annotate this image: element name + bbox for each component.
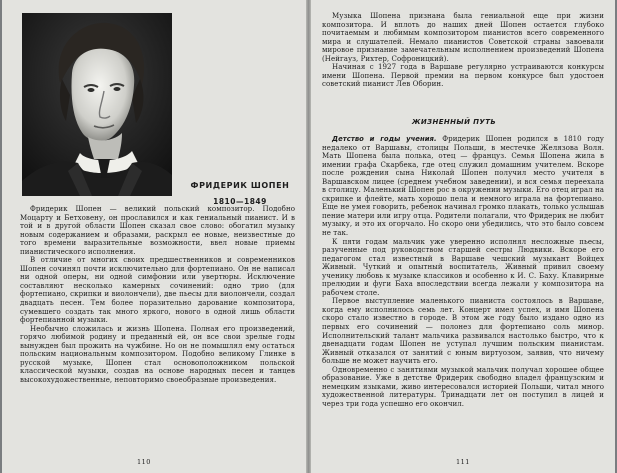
paragraph: Первое выступление маленького пианиста состоялось в Варшаве, когда ему исполнилось семь лет. Концерт имел успех, и имя Шопена скоро стало известно в городе. В этом же году было издано одно из первых его сочинений — полонез для фортепиано соль минор. Исполнительский талант мальчика развивался настолько быстро, что к двенадцати годам Шопен не уступал лучшим польским пианистам. Живный отказался от занятий с юным виртуозом, заявив, что ничему больше не может научить его. xyxy=(322,296,604,366)
paragraph: Музыка Шопена признана была гениальной еще при жизни композитора. И вплоть до наших дней Шопен остается глубоко почитаемым и любимым композитором пианистов всего современного мира и слушателей. Немало пианистов Советской страны завоевали мировое признание замечательным исполнением произведений Шопена (Нейгауз, Рихтер, Софроницкий). xyxy=(322,11,604,63)
subsection-title: Детство и годы учения. xyxy=(332,135,437,143)
paragraph-first xyxy=(322,135,604,238)
chopin-portrait xyxy=(22,13,172,196)
paragraph: Необычно сложилась и жизнь Шопена. Полная его произведений, горячо любимой родину и преданный ей, он все свои зрелые годы вынужден был прожить на чужбине. Но он не помышлял ему остаться польским национальным композитором. Подобно великому Глинке в русской музыке, Шопен стал основоположником польской классической музыки, создав на основе народных песен и танцев высокохудожественные, неповторимо своеобразные произведения. xyxy=(20,323,295,384)
left-body-text xyxy=(20,205,295,384)
book-spread xyxy=(2,0,615,473)
left-page xyxy=(2,0,306,473)
paragraph: В отличие от многих своих предшественников и современников Шопен сочинял почти исключительно для фортепиано. Он не написал ни одной оперы, ни одной симфонии или увертюры. Исключение составляют несколько камерных сочинений: одно трио (для фортепиано, скрипки и виолончели), две пьесы для виолончели, создал двадцать песен. Тем более поразительно дарование композитора, сумевшего создать так много яркого, нового в одной лишь области фортепианной музыки. xyxy=(20,255,295,325)
caption-years: 1810—1849 xyxy=(213,197,267,206)
paragraph: Начиная с 1927 года в Варшаве регулярно устраиваются конкурсы имени Шопена. Первой премии на первом конкурсе был удостоен советский пианист Лев Оборин. xyxy=(322,62,604,89)
section-title: ЖИЗНЕННЫЙ ПУТЬ xyxy=(411,118,497,126)
right-page xyxy=(311,0,615,473)
right-intro-text xyxy=(322,12,604,89)
caption-name: ФРИДЕРИК ШОПЕН xyxy=(190,181,290,190)
paragraph: Фридерик Шопен — великий польский композитор. Подобно Моцарту и Бетховену, он прославился и как гениальный пианист. И в той и в другой области Шопен сказал свое слово: обогатил музыку новым содержанием и образами, раскрыл ее новые, неизвестные до того времени выразительные возможности, ввел новые приемы пианистического исполнения. xyxy=(20,204,295,256)
page-number-right: 111 xyxy=(456,458,470,466)
paragraph-text: Фридерик Шопен родился в 1810 году недалеко от Варшавы, столицы Польши, в местечке Желязова Воля. Мать Шопена была полька, отец — француз. Семья Шопена жила в имении графа Скарбека, где отец служил домашним учителем. Вскоре после рождения сына Николай Шопен получил место учителя в Варшавском лицее (среднем учебном заведении), и вся семья переехала в столицу. Маленький Шопен рос в окружении музыки. Его отец играл на скрипке и флейте, мать хорошо пела и немного играла на фортепиано. Еще не умея говорить, ребенок начинал громко плакать, только услышав пение матери или игру отца. Родители полагали, что Фридерик не любит музыку, и это их огорчало. Но скоро они убедились, что это было совсем не так. xyxy=(322,134,604,238)
page-number-left: 110 xyxy=(137,458,151,466)
portrait-caption xyxy=(188,181,292,206)
paragraph: К пяти годам мальчик уже уверенно исполнял несложные пьесы, разученные под руководством старшей сестры Людвики. Вскоре его педагогом стал известный в Варшаве чешский музыкант Войцех Живный. Чуткий и опытный воспитатель, Живный привил своему ученику любовь к музыке классиков и особенно к И. С. Баху. Клавирные прелюдии и фуги Баха впоследствии всегда лежали у композитора на рабочем столе. xyxy=(322,236,604,297)
paragraph: Одновременно с занятиями музыкой мальчик получал хорошее общее образование. Уже в детстве Фридерик свободно владел французским и немецким языками, живо интересовался историей Польши, читал много художественной литературы. Тринадцати лет он поступил в лицей и через три года успешно его окончил. xyxy=(322,364,604,408)
right-body-text xyxy=(322,135,604,409)
